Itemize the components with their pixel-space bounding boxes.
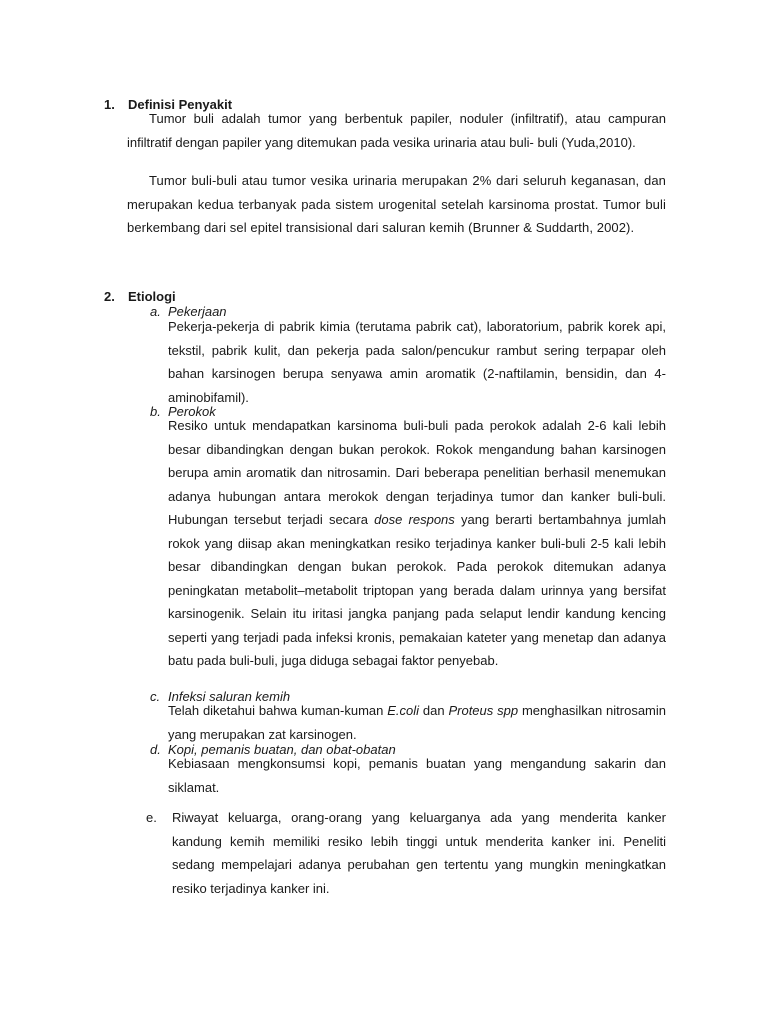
item-letter: a. (150, 304, 161, 319)
item-title-text: Perokok (168, 404, 216, 419)
item-c-italic-2: Proteus spp (448, 703, 519, 718)
item-title-text: Infeksi saluran kemih (168, 689, 291, 704)
etiologi-item-b-text (168, 414, 666, 673)
item-letter: b. (150, 404, 161, 419)
item-c-text-3: menghasilkan nitrosamin yang merupakan zat karsinogen. (168, 703, 666, 742)
etiologi-item-d-text: Kebiasaan mengkonsumsi kopi, pemanis buatan yang mengandung sakarin dan siklamat. (168, 756, 666, 795)
etiologi-item-a-text: Pekerja-pekerja di pabrik kimia (terutama pabrik cat), laboratorium, pabrik korek api, tekstil, pabrik kulit, dan pekerja pada salon/pencukur rambut sering terpapar oleh bahan karsinogen berupa senyawa amin aromatik (2-naftilamin, bensidin, dan 4-aminobifamil). (168, 319, 666, 405)
item-title-text: Pekerjaan (168, 304, 227, 319)
item-e-text: Riwayat keluarga, orang-orang yang keluarganya ada yang menderita kanker kandung kemih memiliki resiko lebih tinggi untuk menderita kanker ini. Peneliti sedang mempelajari adanya perubahan gen tertentu yang mungkin meningkatkan resiko terjadinya kanker ini. (172, 810, 666, 896)
etiologi-item-e (146, 806, 666, 900)
definisi-paragraph-1 (127, 107, 666, 154)
item-c-text-1: Telah diketahui bahwa kuman-kuman (168, 703, 388, 718)
section-number: 2. (104, 289, 115, 304)
section-title-etiologi (104, 289, 176, 304)
item-b-text-after: yang berarti bertambahnya jumlah rokok yang diisap akan meningkatkan resiko terjadinya kanker buli-buli 2-5 kali lebih besar dibandingkan dengan bukan perokok. Pada perokok ditemukan adanya peningkatan metabolit–metabolit triptopan yang berada dalam urinnya yang bersifat karsinogenik. Selain itu iritasi jangka panjang pada selaput lendir kandung kencing seperti yang terjadi pada infeksi kronis, pemakaian kateter yang menetap dan adanya batu pada buli-buli, juga diduga sebagai faktor penyebab. (168, 512, 666, 668)
etiologi-item-c-text (168, 699, 666, 746)
item-letter: e. (146, 810, 157, 825)
item-letter: d. (150, 742, 161, 757)
definisi-paragraph-1-text: Tumor buli adalah tumor yang berbentuk papiler, noduler (infiltratif), atau campuran infiltratif dengan papiler yang ditemukan pada vesika urinaria atau buli- buli (Yuda,2010). (127, 111, 666, 150)
definisi-paragraph-2 (127, 169, 666, 240)
item-letter: c. (150, 689, 161, 704)
section-number: 1. (104, 97, 115, 112)
item-c-italic-1: E.coli (387, 703, 420, 718)
item-b-text-before: Resiko untuk mendapatkan karsinoma buli-buli pada perokok adalah 2-6 kali lebih besar dibandingkan dengan bukan perokok. Rokok mengandung bahan karsinogen berupa amin aromatik dan nitrosamin. Dari beberapa penelitian berhasil menemukan adanya hubungan antara merokok dengan terjadinya tumor dan kanker buli-buli. Hubungan tersebut terjadi secara (168, 418, 666, 527)
definisi-paragraph-2-text: Tumor buli-buli atau tumor vesika urinaria merupakan 2% dari seluruh keganasan, dan merupakan kedua terbanyak pada sistem urogenital setelah karsinoma prostat. Tumor buli berkembang dari sel epitel transisional dari saluran kemih (Brunner & Suddarth, 2002). (127, 173, 666, 235)
item-title-text: Kopi, pemanis buatan, dan obat-obatan (168, 742, 396, 757)
section-title-text: Etiologi (128, 289, 176, 304)
item-b-italic-term: dose respons (374, 512, 455, 527)
item-c-text-2: dan (419, 703, 449, 718)
section-title-text: Definisi Penyakit (128, 97, 233, 112)
